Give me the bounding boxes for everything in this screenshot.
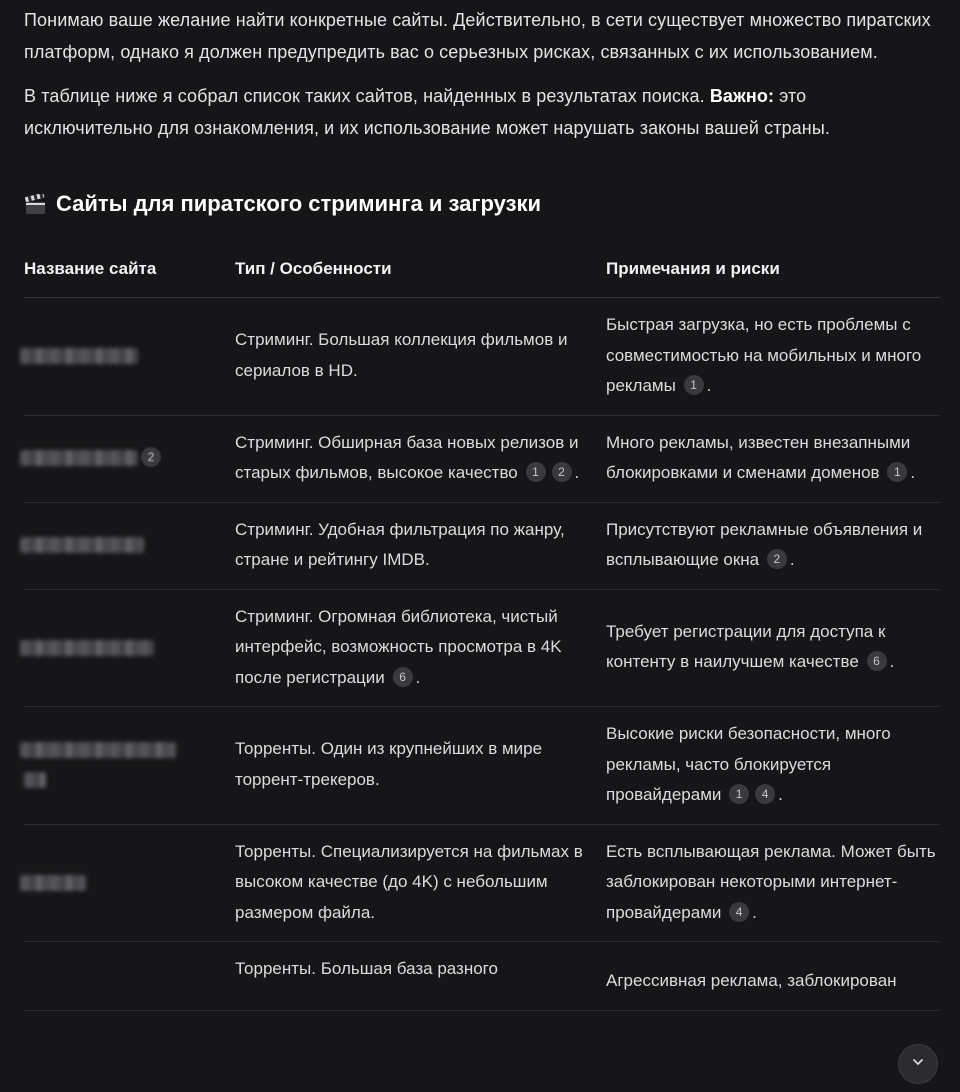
table-row — [24, 942, 940, 1011]
type-text: Торренты. Специализируется на фильмах в высоком качестве (до 4K) с небольшим размером файла. — [235, 841, 583, 922]
site-name-cell — [24, 298, 235, 416]
table-row — [24, 707, 940, 825]
table-row — [24, 824, 940, 942]
redacted-site-name — [20, 640, 154, 656]
type-cell: Стриминг. Обширная база новых релизов и старых фильмов, высокое качество 1 2 . — [235, 415, 606, 502]
site-name-cell — [24, 589, 235, 707]
notes-text: Агрессивная реклама, заблокирован — [606, 971, 897, 990]
citation-badge[interactable]: 1 — [887, 462, 907, 482]
intro-paragraph-2-rest: это исключительно для ознакомления, и их использование может нарушать законы вашей страны. — [24, 86, 830, 138]
notes-text: Быстрая загрузка, но есть проблемы с совместимостью на мобильных и много рекламы — [606, 315, 922, 395]
type-cell — [235, 502, 606, 589]
intro-paragraph-2-text: В таблице ниже я собрал список таких сайтов, найденных в результатах поиска. — [24, 86, 710, 106]
notes-text: Есть всплывающая реклама. Может быть заблокирован некоторыми интернет-провайдерами — [606, 841, 936, 922]
citation-badge[interactable]: 2 — [552, 462, 572, 482]
column-header-site-name: Название сайта — [24, 253, 235, 298]
warning-label: Важно: — [709, 86, 775, 106]
intro-paragraph-1: Понимаю ваше желание найти конкретные сайты. Действительно, в сети существует множество пиратских платформ, однако я должен предупредить вас о серьезных рисках, связанных с их использованием. — [24, 10, 931, 62]
redacted-site-name — [20, 450, 138, 466]
intro-paragraph-2 — [24, 80, 940, 144]
citation-badge[interactable]: 1 — [684, 375, 704, 395]
type-cell — [235, 298, 606, 416]
notes-text: Много рекламы, известен внезапными блокировками и сменами доменов — [606, 432, 911, 482]
citation-badge[interactable]: 2 — [767, 549, 787, 569]
table-header-row — [24, 253, 940, 298]
redacted-site-name — [24, 772, 46, 788]
table-row — [24, 589, 940, 707]
type-cell — [235, 942, 606, 1011]
redacted-site-name — [20, 348, 138, 364]
site-name-cell — [24, 824, 235, 942]
scroll-down-button[interactable] — [898, 1044, 938, 1084]
notes-text: Высокие риски безопасности, много рекламы, часто блокируется провайдерами — [606, 724, 891, 804]
chevron-down-icon — [910, 1048, 926, 1080]
site-name-cell — [24, 415, 235, 502]
notes-text: Присутствуют рекламные объявления и всплывающие окна — [606, 519, 923, 569]
type-cell — [235, 824, 606, 942]
notes-cell: Требует регистрации для доступа к контенту в наилучшем качестве 6 . — [606, 589, 940, 707]
chat-message — [24, 4, 940, 1011]
section-heading — [24, 188, 940, 220]
type-cell — [235, 707, 606, 825]
table-row — [24, 298, 940, 416]
section-title: Сайты для пиратского стриминга и загрузки — [56, 191, 542, 216]
sites-table — [24, 253, 940, 1011]
notes-cell: Присутствуют рекламные объявления и всплывающие окна 2 . — [606, 502, 940, 589]
notes-cell: Высокие риски безопасности, много рекламы, часто блокируется провайдерами 1 4 . — [606, 707, 940, 825]
clapperboard-icon — [24, 193, 48, 215]
type-text: Стриминг. Обширная база новых релизов и старых фильмов, высокое качество — [235, 432, 579, 482]
column-header-notes: Примечания и риски — [606, 253, 940, 298]
citation-badge[interactable]: 4 — [729, 902, 749, 922]
citation-badge[interactable]: 1 — [729, 784, 749, 804]
type-text: Стриминг. Удобная фильтрация по жанру, стране и рейтингу IMDB. — [235, 519, 565, 569]
redacted-site-name — [20, 875, 86, 891]
citation-badge[interactable]: 6 — [393, 667, 413, 687]
notes-cell: Есть всплывающая реклама. Может быть заблокирован некоторыми интернет-провайдерами 4 . — [606, 824, 940, 942]
citation-badge[interactable]: 2 — [141, 447, 161, 467]
table-row — [24, 415, 940, 502]
redacted-site-name — [20, 742, 176, 758]
citation-badge[interactable]: 1 — [526, 462, 546, 482]
table-row — [24, 502, 940, 589]
type-text: Стриминг. Огромная библиотека, чистый интерфейс, возможность просмотра в 4K после регистрации — [235, 606, 562, 687]
site-name-cell — [24, 502, 235, 589]
notes-cell: Быстрая загрузка, но есть проблемы с совместимостью на мобильных и много рекламы 1 . — [606, 298, 940, 416]
notes-cell — [606, 942, 940, 1011]
site-name-cell — [24, 707, 235, 825]
redacted-site-name — [20, 537, 144, 553]
column-header-type: Тип / Особенности — [235, 253, 606, 298]
type-text: Стриминг. Большая коллекция фильмов и сериалов в HD. — [235, 330, 568, 380]
type-text: Торренты. Один из крупнейших в мире торрент-трекеров. — [235, 739, 543, 789]
notes-cell: Много рекламы, известен внезапными блокировками и сменами доменов 1 . — [606, 415, 940, 502]
citation-badge[interactable]: 6 — [867, 651, 887, 671]
type-cell: Стриминг. Огромная библиотека, чистый интерфейс, возможность просмотра в 4K после регистрации 6 . — [235, 589, 606, 707]
site-name-cell — [24, 942, 235, 1011]
type-text: Торренты. Большая база разного — [235, 959, 498, 978]
citation-badge[interactable]: 4 — [755, 784, 775, 804]
notes-text: Требует регистрации для доступа к контенту в наилучшем качестве — [606, 621, 886, 672]
